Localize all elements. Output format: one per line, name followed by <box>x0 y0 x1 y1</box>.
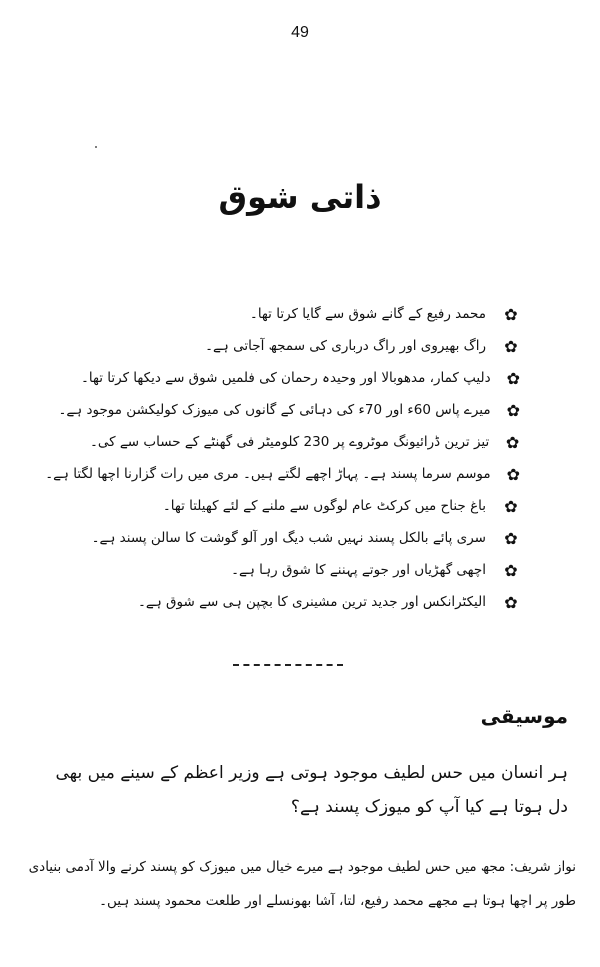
section-divider <box>233 664 343 666</box>
list-item-text: دلیپ کمار، مدھوبالا اور وحیدہ رحمان کی فلمیں شوق سے دیکھا کرتا تھا۔ <box>80 370 491 386</box>
list-item <box>90 330 520 362</box>
list-item-text: موسم سرما پسند ہے۔ پہاڑ اچھے لگتے ہیں۔ مری میں رات گزارنا اچھا لگتا ہے۔ <box>45 466 491 482</box>
list-item <box>90 522 520 554</box>
list-item-text: راگ بھیروی اور راگ درباری کی سمجھ آجاتی ہے۔ <box>205 338 486 354</box>
interview-answer: نواز شریف: مجھ میں حس لطیف موجود ہے میرے خیال میں میوزک کو پسند کرنے والا آدمی بنیادی طور پر اچھا ہوتا ہے مجھے محمد رفیع، لتا، آشا بھونسلے اور طلعت محمود پسند ہیں۔ <box>28 859 576 909</box>
ornamental-flower-icon: ✿ <box>504 528 518 548</box>
list-item <box>90 586 520 618</box>
print-speck <box>95 146 97 148</box>
list-item <box>90 426 520 458</box>
list-item-text: سری پائے بالکل پسند نہیں شب دیگ اور آلو گوشت کا سالن پسند ہے۔ <box>91 530 486 546</box>
list-item <box>45 458 520 490</box>
hobbies-list <box>45 298 520 618</box>
ornamental-flower-icon: ✿ <box>506 400 520 420</box>
ornamental-flower-icon: ✿ <box>504 592 518 612</box>
ornamental-flower-icon: ✿ <box>505 432 520 452</box>
ornamental-flower-icon: ✿ <box>504 336 518 356</box>
list-item-text: میرے پاس 60ء اور 70ء کی دہائی کے گانوں کی میوزک کولیکشن موجود ہے۔ <box>58 402 491 418</box>
list-item-text: الیکٹرانکس اور جدید ترین مشینری کا بچپن ہی سے شوق ہے۔ <box>138 594 486 610</box>
list-item-text: تیز ترین ڈرائیونگ موٹروے پر 230 کلومیٹر فی گھنٹے کے حساب سے کی۔ <box>90 434 490 450</box>
list-item <box>80 362 520 394</box>
list-item <box>90 554 520 586</box>
ornamental-flower-icon: ✿ <box>506 368 520 388</box>
list-item <box>90 298 520 330</box>
ornamental-flower-icon: ✿ <box>504 496 518 516</box>
chapter-title: ذاتی شوق <box>218 178 382 216</box>
list-item <box>90 490 520 522</box>
list-item-text: اچھی گھڑیاں اور جوتے پہننے کا شوق رہا ہے۔ <box>231 562 486 578</box>
ornamental-flower-icon: ✿ <box>506 464 520 484</box>
page-number: 49 <box>291 24 309 41</box>
list-item-text: محمد رفیع کے گانے شوق سے گایا کرتا تھا۔ <box>249 306 486 322</box>
list-item-text: باغ جناح میں کرکٹ عام لوگوں سے ملنے کے لئے کھیلتا تھا۔ <box>162 498 486 514</box>
list-item <box>58 394 520 426</box>
ornamental-flower-icon: ✿ <box>504 304 518 324</box>
ornamental-flower-icon: ✿ <box>504 560 518 580</box>
music-heading: موسیقی <box>480 704 568 728</box>
interview-question: ہر انسان میں حس لطیف موجود ہوتی ہے وزیر اعظم کے سینے میں بھی دل ہوتا ہے کیا آپ کو میوزک پسند ہے؟ <box>55 763 568 817</box>
